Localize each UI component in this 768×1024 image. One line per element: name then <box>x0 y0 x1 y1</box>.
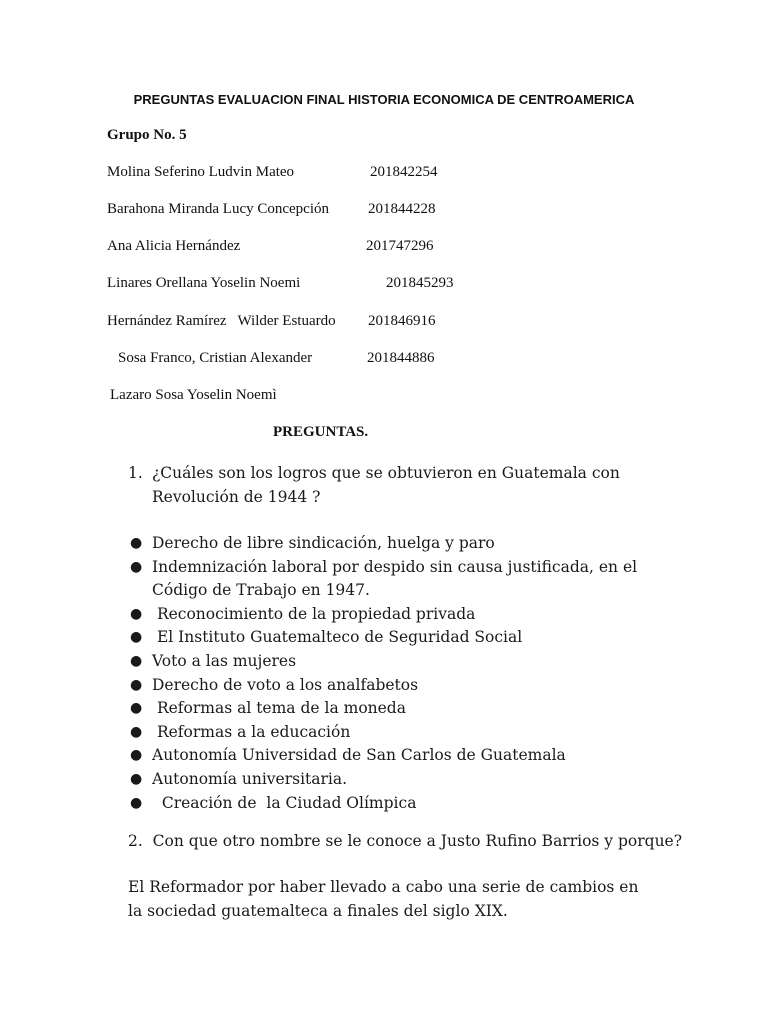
bullet-icon: ● <box>130 770 143 787</box>
question-number: 1. <box>128 464 143 482</box>
member-id: 201747296 <box>366 238 434 254</box>
member-name: Sosa Franco, Cristian Alexander <box>118 350 313 366</box>
list-item <box>128 532 648 556</box>
answer-text: Creación de la Ciudad Olímpica <box>152 793 417 812</box>
list-item <box>128 674 648 698</box>
member-name: Linares Orellana Yoselin Noemi <box>107 275 301 291</box>
member-id: 201846916 <box>368 313 436 329</box>
bullet-icon: ● <box>130 629 143 646</box>
group-label: Grupo No. 5 <box>107 127 187 143</box>
list-item <box>128 697 648 721</box>
list-item <box>128 744 648 768</box>
member-id: 201844886 <box>367 350 435 366</box>
member-name: Molina Seferino Ludvin Mateo <box>107 164 295 180</box>
list-item <box>128 626 648 650</box>
member-name: Barahona Miranda Lucy Concepción <box>107 201 330 217</box>
questions-heading: PREGUNTAS. <box>273 424 369 440</box>
list-item <box>128 650 648 674</box>
answer-list <box>128 532 648 815</box>
bullet-icon: ● <box>130 676 143 693</box>
answer-text: Reconocimiento de la propiedad privada <box>152 604 476 623</box>
member-id: 201844228 <box>368 201 436 217</box>
question-text: ¿Cuáles son los logros que se obtuvieron en Guatemala con Revolución de 1944 ? <box>152 464 620 506</box>
bullet-icon: ● <box>130 700 143 717</box>
list-item <box>128 603 648 627</box>
bullet-icon: ● <box>130 652 143 669</box>
member-id: 201845293 <box>386 275 454 291</box>
list-item <box>128 792 648 816</box>
answer-text: Autonomía Universidad de San Carlos de Guatemala <box>152 746 566 765</box>
member-name: Ana Alicia Hernández <box>107 238 241 254</box>
answer-text: Autonomía universitaria. <box>152 769 348 788</box>
question-2: 2. Con que otro nombre se le conoce a Justo Rufino Barrios y porque? <box>128 832 683 850</box>
document-title: PREGUNTAS EVALUACION FINAL HISTORIA ECONOMICA DE CENTROAMERICA <box>133 92 635 107</box>
member-name: Lazaro Sosa Yoselin Noemì <box>110 387 277 403</box>
member-id: 201842254 <box>370 164 438 180</box>
answer-text: Derecho de libre sindicación, huelga y paro <box>152 534 495 552</box>
list-item <box>128 721 648 745</box>
answer-text: Derecho de voto a los analfabetos <box>152 675 419 694</box>
bullet-icon: ● <box>130 558 143 575</box>
bullet-icon: ● <box>130 747 143 764</box>
answer-text: Reformas a la educación <box>152 722 351 741</box>
answer-text: El Instituto Guatemalteco de Seguridad Social <box>152 628 523 647</box>
bullet-icon: ● <box>130 605 143 622</box>
list-item <box>128 768 648 792</box>
answer-text: Voto a las mujeres <box>152 651 297 670</box>
answer-2: El Reformador por haber llevado a cabo una serie de cambios en la sociedad guatemalteca a finales del siglo XIX. <box>128 878 639 920</box>
bullet-icon: ● <box>130 535 143 551</box>
list-item <box>128 556 648 603</box>
member-name: Hernández Ramírez Wilder Estuardo <box>107 313 336 329</box>
answer-text: Reformas al tema de la moneda <box>152 699 406 718</box>
answer-text: Indemnización laboral por despido sin causa justificada, en el Código de Trabajo en 1947. <box>152 557 643 600</box>
bullet-icon: ● <box>130 794 143 811</box>
bullet-icon: ● <box>130 723 143 740</box>
